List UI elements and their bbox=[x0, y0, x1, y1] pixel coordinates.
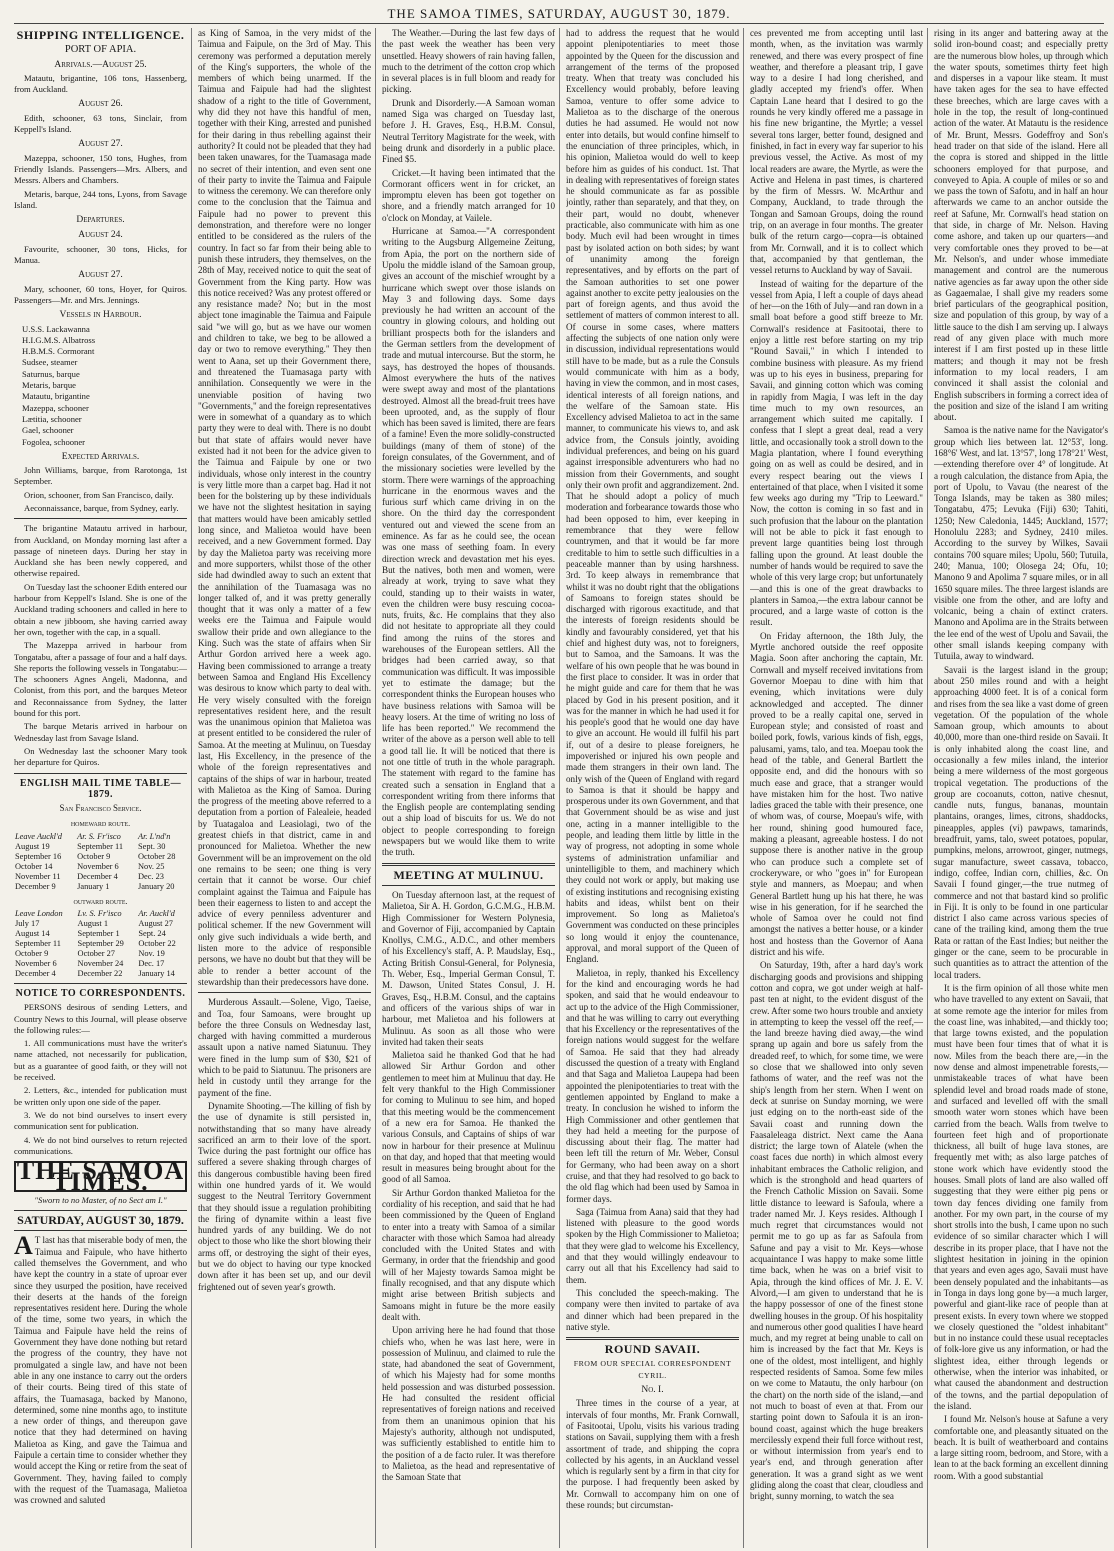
cell: September 11 bbox=[77, 841, 124, 851]
arrival-date: August 27. bbox=[78, 139, 123, 150]
notice-para: 3. We do not bind ourselves to insert every communication sent for publication. bbox=[14, 1109, 187, 1132]
dynamite-item: Dynamite Shooting.—The killing of fish by the use of dynamite is still persisted in, notwithstanding that so many have already sacrificed an arm to their love of the sport. Twice during the past fortnight our office has suffered a severe shaking through charges of this dangerous combustible having been fired within one hundred yards of it. We would suggest to the Neutral Territory Government that they should issue a regulation prohibiting the firing of dynamite within a least five hundred yards of any building. We do not object to those who like the short blowing their arms off, or destroying the sight of their eyes, but we do object to having our type knocked down after it has been set up, and our devil frightened out of seven year's growth. bbox=[198, 1100, 371, 1292]
savaii-para: Three times in the course of a year, at intervals of four months, Mr. Frank Cornwall, of Fasitootai, Upolu, visits his various trading stations on Savaii, supplying them with a fresh assortment of trade, and shipping the copra collected by his agents, in an Auckland vessel which is regularly sent by a firm in that city for the purpose. I had frequently been asked by Mr. Cornwall to accompany him on one of these rounds; but circumstan- bbox=[566, 1398, 739, 1510]
editorial-text: T last has that miserable body of men, the Taimua and Faipule, who have hitherto called themselves the Government, and who have kept the country in a state of uproar ever since they usurped the position, have received their deserts at the hands of the foreign representatives resident here. During the whole of the time, some two years, in which the Taimua and Faipule have held the reins of Government they have done nothing but retard the progress of the country, they have not promulgated a single law, and have not been able in any one instance to carry out the orders of their courts. Being tired of this state of affairs, the Tuamasaga, backed by Manono, determined, some nine months ago, to institute a new order of things, and thereupon gave notice that they had determined on having Malietoa as King, and gave the Taimua and Faipule a certain time to consider whether they would accept the King or retire from the seat of Government. They, having failed to comply with the request of the Tuamasaga, Malietoa was crowned and saluted bbox=[14, 1235, 187, 1506]
table-row bbox=[14, 852, 187, 862]
departure-entry: Favourite, schooner, 30 tons, Hicks, for Manua. bbox=[14, 243, 187, 266]
meeting-continued: had to address the request that he would appoint plenipotentiaries to meet those appointed by the Queen for the discussion and arrangement of the terms of the proposed treaty. When that treaty was concluded his Excellency would probably, before leaving Samoa, venture to offer some advice to Malietoa as to the discharge of the onerous duties he had assumed. He would not now enter into details, but would confine himself to the enunciation of three principles, which, in his opinion, Malietoa would do well to keep before him as guides of his conduct. 1st. That in dealing with representatives of foreign states he should communicate as far as possible jointly, rather than separately, and that they, on their part, would no doubt, whenever practicable, also communicate with him as one body. Much evil had been wrought in times past by isolated action on both sides; by want of unanimity among the foreign representatives, and by efforts on the part of the Samoan authorities to set one power against another to excite petty jealousies on the part of foreign agents, and thus avoid the settlement of matters of common interest to all. Of course in some cases, where matters affecting the subjects of one nation only were in discussion, individual representations would still have to be made, but as a rule the Consuls would communicate with him as a body, having in view the common, and in most cases, identical interests of all foreign nations, and the welfare of the Samoan state. His Excellency advised Malietoa to act in the same manner, to communicate his views to, and ask advice from, the Consuls jointly, avoiding individual preferences, and being on his guard against irresponsible adventurers who had no mission from their Governments, and sought only their own profit and aggrandizement. 2nd. That he should adopt a policy of much moderation and forbearance towards those who had been opposed to him, ever keeping in remembrance that they were fellow countrymen, and that it would be far more creditable to him to settle such difficulties in a peaceable manner than by using harshness. 3rd. To keep always in remembrance that whilst it was no doubt right that the obligations of Samoans to foreign states should be discharged with rigorous exactitude, and that the interests of foreign residents should be kindly and favourably considered, yet that his chief and highest duty was, not to foreigners, but to Samoa, and the Samoans. It was the welfare of his own people that he was bound in the first place to consider. It was in order that he might guide and care for them that he was placed by God in his present position, and it was for the manner in which he had used it for his people's good that he would one day have to give an account. He would ill fulfil his part if, out of a desire to please foreigners, he impoverished or injured his own people and made them strangers in their own land. The only wish of the Queen of England with regard to Samoa is that it should be happy and prosperous under its own Government, and that that Government should be as wise and just one, acting in a manner intelligible to the people, and leading them little by little in the way of progress, not adopting in some whole systems of administration unfamiliar and unintelligible to them, and machinery which they could not work or apply, but making use of existing institutions and recognising existing habits and ideas, whilst bent on their improvement. So long as Malietoa's Government was conducted on these principles so long would it enjoy the countenance, approval, and moral support of the Queen of England. bbox=[566, 28, 739, 965]
outward-label: outward route. bbox=[73, 896, 128, 906]
meeting-para: Malietoa said he thanked God that he had allowed Sir Arthur Gordon and other gentlemen to meet him at Mulinuu that day. He felt very thankful to the High Commissioner for coming to Mulinuu to see him, and hoped that this meeting would be the commencement of a new era for Samoa. He thanked the various Consuls, and Captains of ships of war now in harbour for their presence at Mulinuu on that day, and hoped that that meeting would result in measures being brought about for the good of all Samoa. bbox=[382, 1050, 555, 1185]
table-row bbox=[14, 882, 187, 892]
table-row bbox=[14, 919, 187, 929]
harbour-list bbox=[14, 324, 187, 448]
savaii-para: It is the firm opinion of all those white men who have travelled to any extent on Savaii, that at some remote age the interior for miles from the coast line, was inhabited,—and thickly too; that large towns existed, and the population must have been four times that of what it is now. Miles from the beach there are,—in the now dense and almost impenetrable forests,—unmistakeable traces of what have been splendid level and broad roads made of stone, and surfaced and levelled off with the small smooth water worn stones which have been carried from the beach. Walls from twelve to fourteen feet high and of proportionate thickness, all built of huge lava stones, are frequently met with; as also large patches of stone work which have evidently stood the houses. Small plots of land are also walled off suggesting that they were either pig pens or town day fences dividing one family from another. For my own part, in the course of my short strolls into the bush, I came upon no such evidence of so similar character which I will describe in its proper place, that I have not the slightest hesitation in joining in the opinion that years and even ages ago, Savaii must have been densely populated and the inhabitants—as in Tonga in days long gone by—a much larger, powerful and giant-like race of people than at present exists. In every town where we stopped we closely questioned the "oldest inhabitant" but in no instance could these usual receptacles of folk-lore give us any information, or had the slightest idea, either through legends or otherwise, when the interior was inhabited, or what caused the abandonment and destruction of the towns, and the partial depopulation of the island. bbox=[934, 982, 1108, 1411]
dateline: SATURDAY, AUGUST 30, 1879. bbox=[17, 1213, 184, 1228]
vessel-item: Mazeppa, schooner bbox=[22, 402, 89, 413]
notice-para: PERSONS desirous of sending Letters, and Country News to this Journal, will please observe the following rules:— bbox=[14, 1002, 187, 1035]
savaii-para: On Saturday, 19th, after a hard day's work discharging goods and provisions and shipping cotton and copra, we got under weigh at half-past ten at night, to the evident disgust of the crew. After some two hours trouble and anxiety in attempting to keep the vessel off the reef,—the land breeze having died away,—the wind sprang up again and bore us safely from the dreaded reef, to which, for some time, we were so close that we shallowed into only seven fathoms of water, and the reef was not the ship's length from her stern. When I went on deck at sunrise on Sunday morning, we were just edging on to the north-east side of the Savaii coast and running down the Faasaleleaga district. Next came the Aana district; the large town of Alatele (when the coast faces due north) in which almost every inhabitant embraces the Catholic religion, and which is the stronghold and head quarters of the French Catholic Mission on Savaii. Some little distance to leeward is Safoula, where a trader named Mr. J. Keys resides. Although I much regret that circumstances would not permit me to go up as far as Safoula from Safune and pay a visit to Mr. Keys—whose acquaintance I was happy to make some little time back, when he was on a brief visit to Apia, through the kind offices of Mr. J. E. V. Alvord,—I am given to understand that he is the happy possessor of one of the finest stone dwelling houses in the group. Of his hospitality and numerous other good qualities I have heard much, and my regret at being unable to call on him is increased by the fact that Mr. Keys is one of the oldest, most intelligent, and highly respected residents of Samoa. Some few miles on we come to Matautu, the only harbour (on the chart) on the north side of the island,—and not much to boast of even at that. From our starting point down to Safoula it is an iron-bound coast, against which the huge breakers mercilessly expend their full force without rest, or without intermission from year's end to year's end, and through generation after generation. It was a grand sight as we went gliding along the coast that clear, cloudless and bright, sunny morning, to watch the sea bbox=[750, 960, 923, 1502]
departures-label: Departures. bbox=[76, 215, 125, 226]
expected-entry: John Williams, barque, from Rarotonga, 1st September. bbox=[14, 465, 187, 487]
notice-title: NOTICE TO CORRESPONDENTS. bbox=[15, 988, 186, 999]
table-header: Ar. L'nd'n bbox=[137, 831, 171, 841]
cell: December 4 bbox=[15, 969, 56, 978]
table-row bbox=[14, 959, 187, 969]
vessel-item: Fogolea, schooner bbox=[22, 436, 86, 447]
column-2 bbox=[198, 28, 376, 1548]
meeting-title: MEETING AT MULINUU. bbox=[393, 867, 544, 882]
expected-label: Expected Arrivals. bbox=[61, 451, 140, 462]
shipping-para: On Tuesday last the schooner Edith entered our harbour from Keppell's Island. She is one of the Auckland trading schooners and called in here to obtain a new jibboom, she having carried away her own, together with the cap, in a squall. bbox=[14, 581, 188, 637]
vessel-item: Matautu, brigantine bbox=[22, 391, 90, 402]
meeting-para: Upon arriving here he had found that those chiefs who, when he was last here, were in possession of Mulinuu, and claimed to rule the state, had abandoned the seat of Government, of which his Majesty had for some months held possession and was disturbed possession. He had consulted the resident official representatives of foreign nations and received from them an unanimous opinion that his Majesty's authority, although not undisputed, was sufficiently established to entitle him to the position of a de facto ruler. It was therefore to Malietoa, as the head and representative of the Samoan State that bbox=[382, 1325, 555, 1483]
departures-list bbox=[14, 230, 187, 306]
savaii-continued: rising in its anger and battering away at the solid iron-bound coast; and especially pretty are the numerous blow holes, up through which the water spouts, sometimes thirty feet high and disperses in a vapour like steam. It must have taken ages for the sea to have effected these breeches, which are large caves with a hole in the top, the result of long-continued action of the water. At Matautu is the residence of Mr. Brunt, Messrs. Godeffroy and Son's head trader on that side of the island. Here all the copra is stored and shipped in the little schooners employed for that purpose, and conveyed to Apia. A couple of miles or so and we pass the town of Safotu, and in half an hour afterwards we came to an anchor outside the reef at Safune, Mr. Cornwall's head station on that side, in charge of Mr. Nelson. Having come ashore, and taken up our quarters—and very comfortable ones they proved to be—at Mr. Nelson's, and under whose immediate management and control are the numerous native agencies as far away upon the other side as Gagaemalae, I shall give my readers some brief particulars of the geographical position, size and population of this group, by way of a little sauce to the dish I am serving up. I always read of any given place with much more interest if I am first posted up in these little matters; and though it may not be fresh information to my local readers, I am convinced it shall assist the colonial and English subscribers in forming a correct idea of the position and size of the island I am writing about. bbox=[934, 28, 1108, 423]
cell: October 28 bbox=[137, 851, 176, 861]
cell: January 20 bbox=[137, 881, 175, 891]
table-row bbox=[14, 862, 187, 872]
cell: Nov. 25 bbox=[137, 861, 165, 871]
cricket-item: Cricket.—It having been intimated that the Cormorant officers went in for cricket, an impromptu eleven has been got together on shore, and a friendly match arranged for 10 o'clock on Monday, at Vailele. bbox=[382, 167, 555, 223]
column-4 bbox=[566, 28, 744, 1548]
notice-body bbox=[14, 1002, 187, 1157]
arrival-date: August 26. bbox=[78, 99, 123, 110]
meeting-para: Sir Arthur Gordon thanked Malietoa for the cordiality of his reception, and said that he had been commissioned by the Queen of England to enter into a treaty with Samoa of a similar character with those which Samoa had already concluded with the United States and with Germany, in order that the friendship and good will of her Majesty towards Samoa might be finally recognised, and that any dispute which might arise between British subjects and Samoans might in future be the more easily dealt with. bbox=[382, 1187, 555, 1322]
savaii-para: Savaii is the largest island in the group; about 250 miles round and with a height approaching 4000 feet. It is of a conical form and rises from the sea like a vast dome of green vegetation. Of the population of the whole Samoan group, which amounts to about 40,000, more than one-third reside on Savaii. It is only inhabited along the coast line, and occasionally a few miles inland, the interior being a mere wilderness of the most gorgeous tropical vegetation. The productions of the group are cocoanuts, cotton, native chesnut, candle nuts, fungus, bananas, mountain plantains, oranges, limes, citrons, shaddocks, pineapples, apples (vi) pawpaws, tamarinds, breadfruit, yams, talo, sweet potatoes, popular, pumpkins, melons, arrowroot, ginger, nutmegs, sugar manufacture, sweet cassava, tobacco, indigo, coffee, Indian corn, chillies, &c. On Savaii I found ginger,—the true nutmeg of commerce and not that bastard kind so prolific in Fiji. It is only to be found in one particular district I also came across various species of cane of the trailing kind, among them the true Rata or rattan of the East Indies; but neither the ginger or the cane, seem to be procurable in such quantities as to attract the attention of the local traders. bbox=[934, 664, 1108, 980]
weather-item: The Weather.—During the last few days of the past week the weather has been very unsettled. Heavy showers of rain having fallen, much to the detriment of the cotton crop which in several places is in full bloom and ready for picking. bbox=[382, 28, 555, 95]
cell: September 16 bbox=[15, 851, 62, 861]
table-row bbox=[14, 969, 187, 979]
arrival-entry: Matautu, brigantine, 106 tons, Hassenberg, from Auckland. bbox=[14, 72, 187, 95]
arrival-entry: Metaris, barque, 244 tons, Lyons, from Savage Island. bbox=[14, 188, 187, 210]
cell: Dec. 23 bbox=[137, 871, 164, 881]
table-header: Leave Auckl'd bbox=[15, 831, 62, 841]
shipping-para: The barque Metaris arrived in harbour on Wednesday last from Savage Island. bbox=[14, 721, 187, 743]
cell: Nov. 19 bbox=[138, 949, 165, 958]
cell: November 11 bbox=[15, 871, 61, 881]
shipping-para: The brigantine Matautu arrived in harbour, from Auckland, on Monday morning last after a passage of nineteen days. During her stay in Auckland she has been newly coppered, and otherwise repaired. bbox=[14, 523, 187, 579]
meeting-para: This concluded the speech-making. The company were then invited to partake of ava and dinner which had been prepared in the native style. bbox=[566, 1287, 739, 1332]
expected-entry: Aeconnaissance, barque, from Sydney, early. bbox=[24, 502, 179, 513]
cell: December 4 bbox=[77, 871, 118, 881]
columns bbox=[14, 28, 1108, 1548]
table-header: Lv. S. Fr'isco bbox=[77, 909, 122, 918]
savaii-continued: ces prevented me from accepting until last month, when, as the invitation was warmly renewed, and there was every prospect of fine weather, and therefore a pleasant trip, I gave way to a desire I had long cherished, and gladly accepted my friend's offer. When Captain Lane heard that I desired to go the rounds he very kindly offered me a passage in his fine new brigantine, the Myrtle; a vessel several tons larger, better found, designed and finished, in fact in every way far superior to his previous vessel, the Active. As most of my local readers are aware, the Myrtle, as were the Active and Helena in past times, is chartered by the firm of Messrs. W. McArthur and Company, Auckland, to trade through the Tongan and Samoan Groups, doing the round trip, on an average in four months. The greater bulk of the return cargo—copra—is obtained from Mr. Cornwall, and it is to collect which that, accompanied by that gentleman, the vessel returns to Auckland by way of Savaii. bbox=[750, 28, 923, 276]
arrivals-list bbox=[14, 73, 187, 211]
meeting-para: Malietoa, in reply, thanked his Excellency for the kind and encouraging words he had spoken, and said that he would endeavour to act up to the advice of the High Commissioner, and that he was willing to carry out everything that his Excellency or the representatives of the foreign nations would suggest for the welfare of Samoa. He said that they had already discussed the question of a treaty with England and that Saga and Malietoa Laupepa had been appointed the plenipotentiaries to treat with the gentlemen appointed by England to make a treaty. In conclusion he wished to inform the High Commissioner and other gentlemen that they had held a meeting for the purpose of discussing about their flag. The matter had been left till the return of Mr. Weber, Consul for Germany, who had been away on a short cruise, and that they had resolved to go back to the old flag which had been used by Samoa in former days. bbox=[566, 967, 739, 1204]
cell: December 22 bbox=[77, 969, 123, 978]
drunk-item: Drunk and Disorderly.—A Samoan woman named Siga was charged on Tuesday last, before J. H. Graves, Esq., H.B.M. Consul, Neutral Territory Magistrate for the week, with being drunk and disorderly in a public place. Fined $5. bbox=[382, 97, 555, 165]
column-6 bbox=[934, 28, 1112, 1548]
motto: "Sworn to no Master, of no Sect am I." bbox=[34, 1194, 167, 1205]
meeting-para: Saga (Taimua from Aana) said that they had listened with pleasure to the good words spoken by the High Commissioner to Malietoa; that they were glad to welcome his Excellency, and that they would willingly endeavour to carry out all that his Excellency had said to them. bbox=[566, 1206, 739, 1285]
vessel-item: H.B.M.S. Cormorant bbox=[22, 346, 95, 357]
mail-title: ENGLISH MAIL TIME TABLE—1879. bbox=[19, 777, 182, 800]
table-row bbox=[14, 949, 187, 959]
notice-para: 1. All communications must have the writer's name attached, not necessarily for publication, but as a guarantee of good faith, or they will not be received. bbox=[14, 1038, 187, 1083]
masthead: THE SAMOA TIMES. bbox=[14, 1161, 187, 1192]
murderous-assault-item: Murderous Assault.—Solene, Vigo, Taeise, and Toa, four Samoans, were brought up before the three Consuls on Wednesday last, charged with having committed a murderous assault upon a native named Siatunuu. They were fined in the lump sum of $30, $21 of which to be paid to Siatunuu. The prisoners are held in custody until they arrange for the payment of the fine. bbox=[198, 997, 371, 1098]
homeward-label: homeward route. bbox=[70, 819, 131, 829]
cell: October 14 bbox=[15, 861, 53, 871]
cell: November 24 bbox=[77, 959, 124, 968]
drop-cap: A bbox=[14, 1231, 33, 1261]
table-header: Ar. Auckl'd bbox=[138, 909, 175, 918]
vessel-item: H.I.G.M.S. Albatross bbox=[22, 334, 96, 345]
cell: November 6 bbox=[15, 959, 57, 968]
savaii-byline: FROM OUR SPECIAL CORRESPONDENT CYRIL. bbox=[573, 1359, 732, 1380]
vessel-item: Saturnus, barque bbox=[22, 368, 80, 379]
table-header: Ar. S. Fr'isco bbox=[77, 831, 121, 841]
column-1 bbox=[14, 28, 192, 1548]
shipping-notes bbox=[14, 523, 187, 768]
savaii-para: On Friday afternoon, the 18th July, the Myrtle anchored outside the reef opposite Magia. Soon after anchoring the captain, Mr. Cornwall and myself received invitations from Governor Moepau to dine with him that evening, which invitations were duly acknowledged and accepted. The dinner proved to be a really capital one, served in European style; and consisted of roast and boiled pork, fowls, various kinds of fish, eggs, palusami, yams, talo, and tea. Moepau took the head of the table, and General Bartlett the opposite end, and did the honours with so much ease and grace, that a stranger would have mistaken him for the host. Two native ladies graced the table with their presence, one of whom was, of course, Moepau's wife, with her round, shining good humoured face, making a pleasant, agreeable hostess. I do not suppose there is another native in the group who can produce such a complete set of crockeryware, or who "goes in" for European style and manners, as Moepau; and when General Bartlett hung up his hat there, he was wise in his generation, for if he searched the whole of Samoa over he could not find amongst the natives a better house, or a kinder host and hostess than the Governor of Aana district and his wife. bbox=[750, 630, 923, 958]
editorial-continued: as King of Samoa, in the very midst of the Taimua and Faipule, on the 3rd of May. This ceremony was performed a deputation merely of the King's supporters, the whole of the members of which being unarmed. If the Taimua and Faipule had had the slightest shadow of a right to the title of Government, why did they not have this handful of men, together with their King, arrested and punished for their daring in thus rebelling against their authority? It could not be pleaded that they had been taken unawares, for the Tuamasaga made no secret of their intention, and even sent one of their party to invite the Taimua and Faipule to witness the ceremony. We can therefore only come to the conclusion that the Taimua and Faipule had no power to prevent this demonstration, and therefore were no longer entitled to be considered as the rulers of the country. In fact so far from their being able to punish these intruders, they themselves, on the 28th of May, received notice to quit the seat of Government from the King party. How was this notice received? Was any protest offered or any resistance made? No; but in the most abject tone imaginable the Taimua and Faipule said "we will go, but as we have our women and children to take, we beg to be allowed a day or two to remove everything." They then went to Aana, set up their Government there, and threatened the Tuamasaga party with annihilation. Consequently we were in the unenviable position of having two "Governments," and the foreign representatives were in somewhat of a quandary as to which party they were to deal with. There is no doubt but that state of affairs would never have existed had it not been for the advice given to the Taimua and Faipule by one or two individuals, whose only interest in the country is very little more than a carpet bag. Had it not been for the bolstering up by these individuals we have not the slightest hesitation in saying that matters would have been amicably settled long since, and Malietoa would have been received, and a new Government formed. Day by day the Malietoa party was receiving more and more supporters, whilst those of the other side had dwindled away to such an extent that the annihilation of the Tuamasaga was no longer talked of, and it was pretty generally thought that it was only a matter of a few weeks ere the Taimua and Faipule would swallow their pride and own allegiance to the King. Such was the state of affairs when Sir Arthur Gordon arrived here a week ago. Having been commissioned to arrange a treaty between Samoa and England His Excellency was desirous to know which party to deal with. He very wisely consulted with the foreign representatives resident here, and the result was the unanimous opinion that Malietoa was at present entitled to be considered the ruler of Samoa. At the meeting at Mulinuu, on Tuesday last, His Excellency, in the presence of the whole of the foreign representatives and captains of the ships of war in harbour, treated with Malietoa as the King of Samoa. During the progress of the meeting above referred to a deputation from a portion of Falealeie, headed by Tuatagaloa and Leasiolagi, two of the greatest chiefs in that district, came in and pronounced for Malietoa. Whether the new Government will be an improvement on the old one remains to be seen; one thing is very certain that it cannot be worse. Our chief complaint against the Taimua and Faipule has been their eagerness to listen to and accept the advice of every penniless adventurer and political schemer. If the new Government will only give such individuals a wide berth, and listen more to the advice of responsible persons, we have no doubt but that they will be able to render a better account of the stewardship than their predecessors have done. bbox=[198, 28, 371, 987]
cell: July 17 bbox=[15, 919, 40, 928]
cell: December 9 bbox=[15, 881, 56, 891]
cell: August 1 bbox=[77, 919, 109, 928]
expected-entry: Orion, schooner, from San Francisco, daily. bbox=[24, 489, 174, 500]
meeting-para: On Tuesday afternoon last, at the request of Malietoa, Sir A. H. Gordon, G.C.M.G., H.B.M. High Commissioner for Western Polynesia, and Governor of Fiji, accompanied by Captain Knollys, C.M.G., A.D.C., and other members of his Excellency's staff, A. P. Maudslay, Esq., Acting British Consul-General, for Polynesia, Th. Weber, Esq., Imperial German Consul, T. M. Dawson, United States Consul, J. H. Graves, Esq., H.B.M. Consul, and the captains and officers of the various ships of war in harbour, met Malietoa and his followers at Mulinuu. As soon as all those who were invited had taken their seats bbox=[382, 889, 555, 1047]
savaii-para: I found Mr. Nelson's house at Safune a very comfortable one, and pleasantly situated on the beach. It is built of weatherboard and contains a large sitting room, bedroom, and Store, with a lean to at the back forming an excellent dinning room. With a good substantial bbox=[934, 1414, 1108, 1481]
vessel-item: U.S.S. Lackawanna bbox=[22, 323, 90, 334]
cell: September 1 bbox=[77, 929, 120, 938]
arrival-entry: Mazeppa, schooner, 150 tons, Hughes, from Friendly Islands. Passengers—Mrs. Albers, and Messrs. Albers and Chambers. bbox=[14, 152, 187, 186]
cell: October 27 bbox=[77, 949, 115, 958]
cell: Dec. 17 bbox=[138, 959, 165, 968]
harbour-label: Vessels in Harbour. bbox=[59, 310, 142, 321]
column-3 bbox=[382, 28, 560, 1548]
notice-para: 4. We do not bind ourselves to return rejected communications. bbox=[14, 1134, 187, 1156]
hurricane-item: Hurricane at Samoa.—"A correspondent writing to the Augsburg Allgemeine Zeitung, from Apia, the port on the northern side of Upolu the middle island of the Samoan group, gives an account of the mischief wrought by a hurricane which swept over those islands on May 3 and following days. Some days previously he had written an account of the country in glowing colours, and holding out brilliant prospects both for the islanders and the German settlers from the development of trade and mutual intercourse. But the storm, he says, has destroyed the hopes of thousands. Almost everywhere the huts of the natives were swept away and most of the plantations destroyed. Almost all the bread-fruit trees have been uprooted, and, as the supply of flour which has been saved is limited, there are fears of a famine! Even the more solidly-constructed buildings (many of them of stone) of the foreign consulates, of the Government, and of the missionary societies were levelled by the storm. There were warnings of the approaching hurricane in the enormous waves and the furious surf which came driving in on the shore. On the third day the correspondent ventured out and viewed the scene from an eminence. As far as he could see, the ocean was one mass of seething foam. In every direction wreck and devastation met his eyes. But the natives, both men and women, were already at work, trying to save what they could, standing up to their waists in water, even the children were busy rescuing cocoa-nuts, fruits, &c. He complains that they also did not hesitate to appropriate all they could find among the ruins of the stores and warehouses of the European settlers. All the bridges had been carried away, so that communication was difficult. It was impossible yet to estimate the damage; but the correspondent thinks the European houses who have business relations with Samoa will be heavy losers. At the time of writing no loss of life has been reported." We recommend the writer of the above as a person well able to tell a good tall lie. It will be noticed that there is not one tittle of truth in the whole paragraph. The statement with regard to the famine has created such a sensation in England that a correspondent writing from there informs that the English people are contemplating sending out a ship load of biscuits for us. We do not object to people corresponding to foreign newspapers but we would like them to write the truth. bbox=[382, 226, 555, 858]
editorial-lead bbox=[14, 1231, 187, 1506]
arrivals-label: Arrivals.—August 25. bbox=[54, 59, 147, 70]
table-row bbox=[14, 842, 187, 852]
shipping-para: The Mazeppa arrived in harbour from Tongatabu, after a passage of four and a half days. She reports the following vessels in Tongatabu:—The schooners Agnes Angeli, Madonna, and Colonist, from this port, and the barques Meteor and Reconnaissance from Sydney, the latter bound for this port. bbox=[14, 640, 187, 719]
column-5 bbox=[750, 28, 928, 1548]
vessel-item: Metaris, barque bbox=[22, 380, 76, 391]
departure-date: August 27. bbox=[78, 270, 123, 281]
port-title: PORT OF APIA. bbox=[64, 44, 137, 56]
cell: Sept. 24 bbox=[138, 929, 166, 938]
running-head: THE SAMOA TIMES, SATURDAY, AUGUST 30, 1879. bbox=[14, 6, 1104, 24]
savaii-number: No. I. bbox=[641, 1385, 664, 1396]
shipping-title: SHIPPING INTELLIGENCE. bbox=[16, 28, 185, 42]
cell: September 11 bbox=[15, 939, 61, 948]
cell: January 1 bbox=[77, 881, 110, 891]
departure-date: August 24. bbox=[78, 230, 123, 241]
mail-service: San Francisco Service. bbox=[59, 803, 142, 814]
notice-para: 2. Letters, &c., intended for publication must be written only upon one side of the paper. bbox=[14, 1085, 187, 1107]
outward-table bbox=[14, 909, 187, 979]
vessel-item: Sudsee, steamer bbox=[22, 357, 78, 368]
arrival-entry: Edith, schooner, 63 tons, Sinclair, from Keppell's Island. bbox=[14, 112, 187, 135]
cell: Sept. 30 bbox=[137, 841, 166, 851]
cell: August 27 bbox=[138, 919, 173, 928]
cell: October 9 bbox=[77, 851, 111, 861]
table-header: Leave London bbox=[15, 909, 63, 918]
table-row bbox=[14, 939, 187, 949]
cell: October 9 bbox=[15, 949, 49, 958]
cell: November 6 bbox=[77, 861, 119, 871]
table-row bbox=[14, 929, 187, 939]
expected-list bbox=[14, 465, 187, 514]
vessel-item: Gael, schooner bbox=[22, 425, 74, 436]
cell: August 14 bbox=[15, 929, 50, 938]
homeward-table bbox=[14, 832, 187, 892]
departure-entry: Mary, schooner, 60 tons, Hoyer, for Quiros. Passengers—Mr. and Mrs. Jennings. bbox=[14, 283, 187, 305]
savaii-title: ROUND SAVAII. bbox=[604, 1342, 701, 1357]
cell: October 22 bbox=[138, 939, 176, 948]
cell: January 14 bbox=[138, 969, 175, 978]
cell: August 19 bbox=[15, 841, 50, 851]
cell: September 29 bbox=[77, 939, 124, 948]
shipping-para: On Wednesday last the schooner Mary took her departure for Quiros. bbox=[14, 745, 187, 768]
vessel-item: Lætitia, schooner bbox=[22, 413, 82, 424]
savaii-para: Samoa is the native name for the Navigator's group which lies between lat. 12°53', long. 168°6' West, and lat. 13°57', long 178°21' West,—extending therefore over 4° of longitude. At a rough calculation, the distance from Apia, the port of Upolu, to Vavau (the nearest of the Tonga Islands, may be taken as 380 miles; Tongatabu, 475; Levuka (Fiji) 630; Tahiti, 1250; New Caledonia, 1445; Auckland, 1577; Honolulu 2283; and Sydney, 2410 miles. According to the survey by Wilkes, Savaii contains 700 square miles; Upolu, 560; Tutuila, 240; Manua, 100; Olosega 24; Ofu, 10; Manono 9 and Apolima 7 square miles, or in all 1650 square miles. The three largest islands are visible one from the other, and are lofty and volcanic, being a chain of extinct craters. Manono and Apolima are in the Straits between the lee end of the west of Upolu and Savaii, the other small islands keeping company with Tutuila, away to windward. bbox=[934, 425, 1108, 662]
savaii-para: Instead of waiting for the departure of the vessel from Apia, I left a couple of days ahead of her—on the 16th of July—and ran down in a small boat before a good stiff breeze to Mr. Cornwall's residence at Fasitootai, there to enjoy a little rest before starting on my trip "Round Savaii," in which I intended to combine business with pleasure. As my friend was up to his eyes in business, preparing for Savaii, and ginning cotton which was coming in rapidly from Magia, I was left in the day time much to my own resources, an arrangement which suited me capitally. I confess that I slept a great deal, read a very little, and occasionally took a stroll down to the Magia plantation, where I found everything going on as well as could be desired, and in every respect bearing out the views I entertained of that place, when I visited it some few weeks ago during my "Trip to Leeward." Now, the cotton is coming in so fast and in such profusion that the labour on the plantation will not be able to pick it fast enough to prevent large quantities being lost through falling upon the ground. At least double the number of hands would be required to save the whole of this very large crop; but unfortunately—and this is one of the great drawbacks to planters in Samoa,—the extra labour cannot be procured, and a large waste of cotton is the result. bbox=[750, 278, 923, 628]
table-row bbox=[14, 872, 187, 882]
